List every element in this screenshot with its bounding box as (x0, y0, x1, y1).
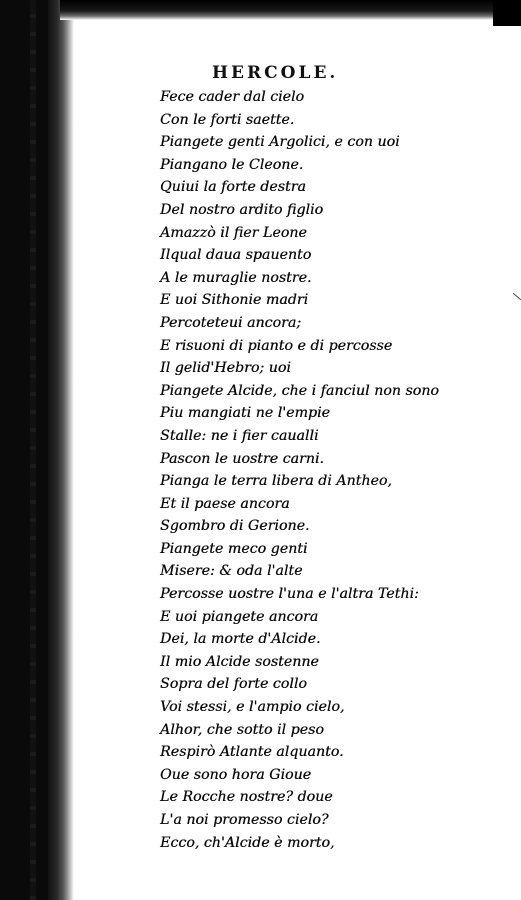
verse-line: Alhor, che sotto il peso (160, 721, 324, 738)
stray-mark (513, 293, 521, 300)
verse-line: Piangete meco genti (160, 540, 308, 557)
verse-line: Le Rocche nostre? doue (160, 789, 333, 806)
verse-line: Dei, la morte d'Alcide. (160, 631, 321, 648)
verse-line: Voi stessi, e l'ampio cielo, (160, 699, 345, 716)
running-head: HERCOLE. (212, 63, 339, 83)
verse-line: Piangano le Cleone. (160, 156, 304, 173)
verse-line: Piu mangiati ne l'empie (160, 405, 330, 422)
verse-line: Percosse uostre l'una e l'altra Tethi: (160, 586, 419, 603)
verse-line: E uoi piangete ancora (160, 608, 319, 625)
top-scan-edge (60, 0, 521, 20)
verse-line: L'a noi promesso cielo? (160, 812, 329, 828)
verse-line: Ecco, ch'Alcide è morto, (160, 834, 335, 851)
verse-line: Sgombro di Gerione. (160, 518, 310, 535)
verse-list (160, 86, 510, 854)
verse-line: Piangete Alcide, che i fanciul non sono (160, 382, 439, 399)
verse-line: Misere: & oda l'alte (160, 563, 303, 580)
verse-line: Con le forti saette. (160, 111, 295, 128)
verse-line: Quiui la forte destra (160, 179, 306, 196)
verse-line: Stalle: ne i fier caualli (160, 427, 319, 444)
verse-line: Et il paese ancora (160, 495, 290, 512)
verse-line: Pianga le terra libera di Antheo, (160, 473, 392, 490)
text-block (160, 62, 510, 854)
verse-line: Oue sono hora Gioue (160, 766, 312, 783)
verse-line: Il mio Alcide sostenne (160, 653, 319, 670)
verse-line: Fece cader dal cielo (160, 89, 305, 105)
verse-line: Percoteteui ancora; (160, 314, 302, 331)
verse-line: Amazzò il fier Leone (160, 224, 307, 241)
verse-line: Ilqual daua spauento (160, 247, 312, 264)
verse-line: Piangete genti Argolici, e con uoi (160, 134, 400, 151)
verse-line: Respirò Atlante alquanto. (160, 744, 344, 761)
verse-line: Il gelid'Hebro; uoi (160, 360, 291, 377)
verse-line: E uoi Sithonie madri (160, 292, 309, 309)
verse-line: Sopra del forte collo (160, 676, 307, 693)
binding-shadow (48, 0, 74, 900)
verse-line: Del nostro ardito figlio (160, 201, 324, 218)
verse-line: Pascon le uostre carni. (160, 450, 324, 467)
binding-texture (30, 0, 36, 900)
verse-line: A le muraglie nostre. (160, 269, 312, 286)
top-right-corner (493, 0, 521, 26)
verse-line: E risuoni di pianto e di percosse (160, 337, 393, 354)
